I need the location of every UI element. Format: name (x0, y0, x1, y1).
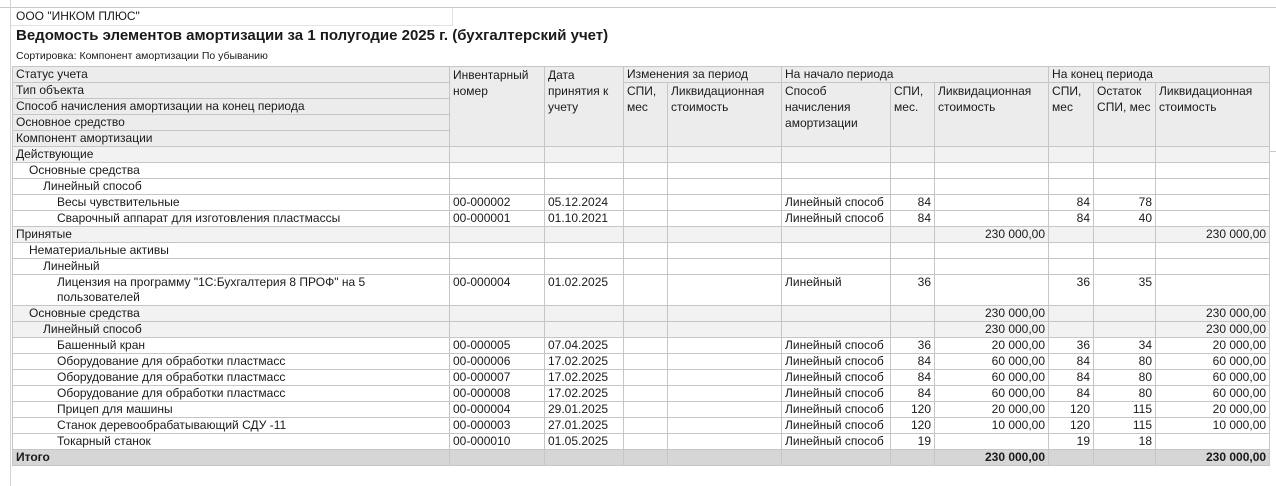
cell-spi-end (1049, 259, 1094, 275)
table-row[interactable] (13, 370, 1270, 386)
total-liq-start: 230 000,00 (935, 450, 1049, 466)
cell-spi-end: 120 (1049, 402, 1094, 418)
header-end-spi[interactable]: СПИ, мес (1049, 83, 1094, 147)
cell-date (545, 147, 624, 163)
cell-method: Линейный (782, 275, 891, 306)
cell-change-liquidation (668, 322, 782, 338)
cell-spi-end: 84 (1049, 370, 1094, 386)
header-status[interactable]: Статус учета (13, 67, 450, 83)
cell-remain: 80 (1094, 386, 1156, 402)
cell-change-spi (624, 227, 668, 243)
table-row[interactable] (13, 338, 1270, 354)
cell-name: Оборудование для обработки пластмасс (13, 354, 450, 370)
cell-date (545, 243, 624, 259)
cell-date: 07.04.2025 (545, 338, 624, 354)
cell-inventory (450, 322, 545, 338)
cell-change-spi (624, 338, 668, 354)
cell-change-spi (624, 418, 668, 434)
cell-change-spi (624, 434, 668, 450)
cell-change-liquidation (668, 211, 782, 227)
table-row[interactable] (13, 195, 1270, 211)
cell-remain (1094, 227, 1156, 243)
cell-spi-start: 84 (891, 370, 935, 386)
header-changes-spi[interactable]: СПИ, мес (624, 83, 668, 147)
cell-liq-end (1156, 275, 1270, 306)
cell-liq-end: 230 000,00 (1156, 227, 1270, 243)
cell-date: 01.05.2025 (545, 434, 624, 450)
total-liq-end: 230 000,00 (1156, 450, 1270, 466)
cell-liq-end: 60 000,00 (1156, 370, 1270, 386)
cell-inventory: 00-000007 (450, 370, 545, 386)
cell-method: Линейный способ (782, 195, 891, 211)
table-row[interactable] (13, 306, 1270, 322)
cell-liq-start: 230 000,00 (935, 306, 1049, 322)
cell-date (545, 322, 624, 338)
cell-liq-start (935, 434, 1049, 450)
cell-name: Принятые (13, 227, 450, 243)
cell-date (545, 179, 624, 195)
cell-change-spi (624, 259, 668, 275)
cell-liq-end: 230 000,00 (1156, 306, 1270, 322)
cell-spi-end (1049, 179, 1094, 195)
cell-inventory: 00-000004 (450, 402, 545, 418)
cell-spi-start (891, 163, 935, 179)
cell-name: Линейный (13, 259, 450, 275)
right-rule (1269, 151, 1276, 152)
cell-change-spi (624, 386, 668, 402)
cell-liq-end (1156, 259, 1270, 275)
cell-method (782, 147, 891, 163)
cell-spi-end: 84 (1049, 354, 1094, 370)
cell-inventory: 00-000002 (450, 195, 545, 211)
cell-inventory (450, 163, 545, 179)
cell-name: Оборудование для обработки пластмасс (13, 370, 450, 386)
cell-spi-start (891, 243, 935, 259)
cell-liq-end (1156, 211, 1270, 227)
cell-inventory (450, 259, 545, 275)
cell-change-liquidation (668, 306, 782, 322)
cell-liq-start (935, 147, 1049, 163)
cell-change-liquidation (668, 418, 782, 434)
cell-liq-start (935, 211, 1049, 227)
cell-spi-start: 120 (891, 418, 935, 434)
table-row[interactable] (13, 227, 1270, 243)
cell-change-spi (624, 163, 668, 179)
cell-method (782, 179, 891, 195)
cell-change-spi (624, 195, 668, 211)
table-row[interactable] (13, 402, 1270, 418)
cell-liq-start (935, 179, 1049, 195)
cell-date (545, 306, 624, 322)
cell-change-liquidation (668, 386, 782, 402)
cell-inventory: 00-000003 (450, 418, 545, 434)
cell-spi-end (1049, 322, 1094, 338)
cell-name: Лицензия на программу "1С:Бухгалтерия 8 ПРОФ" на 5 пользователей (13, 275, 450, 306)
cell-liq-end (1156, 147, 1270, 163)
header-changes-liquidation[interactable]: Ликвидационная стоимость (668, 83, 782, 147)
cell-liq-start: 230 000,00 (935, 227, 1049, 243)
cell-inventory (450, 306, 545, 322)
cell-spi-start: 84 (891, 195, 935, 211)
header-start[interactable]: На начало периода (782, 67, 1049, 83)
cell-liq-end (1156, 434, 1270, 450)
cell-inventory: 00-000004 (450, 275, 545, 306)
cell-change-spi (624, 306, 668, 322)
cell-liq-start (935, 243, 1049, 259)
cell-change-liquidation (668, 227, 782, 243)
cell-spi-end (1049, 227, 1094, 243)
cell-remain: 115 (1094, 402, 1156, 418)
header-start-method[interactable]: Способ начисления амортизации (782, 83, 891, 147)
cell-inventory: 00-000008 (450, 386, 545, 402)
table-row[interactable] (13, 434, 1270, 450)
cell-remain (1094, 259, 1156, 275)
org-underline (11, 25, 452, 26)
cell-spi-start: 19 (891, 434, 935, 450)
cell-method: Линейный способ (782, 338, 891, 354)
cell-date: 05.12.2024 (545, 195, 624, 211)
cell-date: 17.02.2025 (545, 354, 624, 370)
cell-date: 01.10.2021 (545, 211, 624, 227)
cell-remain (1094, 163, 1156, 179)
cell-change-spi (624, 211, 668, 227)
cell-spi-end: 84 (1049, 386, 1094, 402)
org-cell-border (452, 8, 453, 26)
sorting-label: Сортировка: Компонент амортизации По убыванию (16, 50, 268, 62)
cell-method (782, 163, 891, 179)
cell-inventory: 00-000006 (450, 354, 545, 370)
cell-inventory: 00-000001 (450, 211, 545, 227)
cell-change-spi (624, 322, 668, 338)
cell-spi-start (891, 179, 935, 195)
cell-date: 01.02.2025 (545, 275, 624, 306)
cell-name: Основные средства (13, 306, 450, 322)
report-title: Ведомость элементов амортизации за 1 полугодие 2025 г. (бухгалтерский учет) (16, 27, 609, 44)
cell-spi-end: 36 (1049, 338, 1094, 354)
cell-change-liquidation (668, 275, 782, 306)
table-row[interactable] (13, 179, 1270, 195)
cell-method (782, 227, 891, 243)
cell-remain (1094, 243, 1156, 259)
cell-liq-end: 10 000,00 (1156, 418, 1270, 434)
cell-change-spi (624, 147, 668, 163)
cell-change-liquidation (668, 243, 782, 259)
cell-change-liquidation (668, 195, 782, 211)
left-rule (10, 0, 11, 486)
cell-liq-end (1156, 243, 1270, 259)
cell-liq-end (1156, 163, 1270, 179)
cell-change-spi (624, 179, 668, 195)
cell-spi-start: 84 (891, 354, 935, 370)
cell-name: Станок деревообрабатывающий СДУ -11 (13, 418, 450, 434)
cell-spi-end (1049, 306, 1094, 322)
cell-liq-end (1156, 195, 1270, 211)
cell-remain: 115 (1094, 418, 1156, 434)
cell-method: Линейный способ (782, 211, 891, 227)
cell-spi-start: 84 (891, 386, 935, 402)
cell-change-liquidation (668, 434, 782, 450)
header-end-remain[interactable]: Остаток СПИ, мес (1094, 83, 1156, 147)
cell-spi-start: 36 (891, 338, 935, 354)
table-body (13, 147, 1270, 450)
cell-spi-end (1049, 243, 1094, 259)
table-row[interactable] (13, 163, 1270, 179)
cell-name: Линейный способ (13, 322, 450, 338)
cell-change-spi (624, 354, 668, 370)
cell-liq-end (1156, 179, 1270, 195)
top-rule (0, 7, 1276, 8)
cell-liq-end: 60 000,00 (1156, 354, 1270, 370)
cell-spi-end: 120 (1049, 418, 1094, 434)
cell-remain: 78 (1094, 195, 1156, 211)
cell-liq-start: 10 000,00 (935, 418, 1049, 434)
cell-inventory (450, 243, 545, 259)
table-row[interactable] (13, 275, 1270, 306)
cell-date (545, 227, 624, 243)
cell-liq-start: 60 000,00 (935, 370, 1049, 386)
cell-spi-start: 84 (891, 211, 935, 227)
cell-liq-start: 20 000,00 (935, 338, 1049, 354)
cell-spi-start (891, 306, 935, 322)
cell-method: Линейный способ (782, 402, 891, 418)
cell-remain: 35 (1094, 275, 1156, 306)
cell-remain: 18 (1094, 434, 1156, 450)
cell-name: Основные средства (13, 163, 450, 179)
table-row[interactable] (13, 418, 1270, 434)
cell-name: Башенный кран (13, 338, 450, 354)
organization-name: ООО "ИНКОМ ПЛЮС" (16, 9, 140, 23)
cell-inventory: 00-000010 (450, 434, 545, 450)
cell-spi-start (891, 322, 935, 338)
cell-date: 17.02.2025 (545, 370, 624, 386)
cell-name: Нематериальные активы (13, 243, 450, 259)
cell-method: Линейный способ (782, 418, 891, 434)
table-row[interactable] (13, 147, 1270, 163)
cell-liq-start: 60 000,00 (935, 354, 1049, 370)
header-changes[interactable]: Изменения за период (624, 67, 782, 83)
cell-remain: 80 (1094, 354, 1156, 370)
header-component[interactable]: Компонент амортизации (13, 131, 450, 147)
cell-change-liquidation (668, 179, 782, 195)
cell-liq-start (935, 163, 1049, 179)
cell-change-liquidation (668, 259, 782, 275)
cell-change-liquidation (668, 163, 782, 179)
cell-method (782, 322, 891, 338)
table-row[interactable] (13, 259, 1270, 275)
cell-date: 17.02.2025 (545, 386, 624, 402)
table-row[interactable] (13, 386, 1270, 402)
cell-liq-end: 230 000,00 (1156, 322, 1270, 338)
cell-change-liquidation (668, 147, 782, 163)
cell-name: Весы чувствительные (13, 195, 450, 211)
cell-change-spi (624, 402, 668, 418)
cell-date (545, 259, 624, 275)
total-label: Итого (13, 450, 450, 466)
cell-change-spi (624, 370, 668, 386)
cell-remain: 40 (1094, 211, 1156, 227)
cell-liq-start (935, 195, 1049, 211)
cell-liq-start (935, 275, 1049, 306)
cell-liq-end: 60 000,00 (1156, 386, 1270, 402)
cell-spi-end (1049, 163, 1094, 179)
cell-method: Линейный способ (782, 370, 891, 386)
cell-remain (1094, 179, 1156, 195)
cell-method: Линейный способ (782, 386, 891, 402)
header-asset[interactable]: Основное средство (13, 115, 450, 131)
cell-liq-start: 230 000,00 (935, 322, 1049, 338)
cell-remain (1094, 322, 1156, 338)
cell-method: Линейный способ (782, 434, 891, 450)
cell-liq-end: 20 000,00 (1156, 338, 1270, 354)
cell-method: Линейный способ (782, 354, 891, 370)
cell-remain (1094, 306, 1156, 322)
cell-inventory: 00-000005 (450, 338, 545, 354)
table-header (13, 67, 1270, 147)
cell-date (545, 163, 624, 179)
cell-spi-start: 36 (891, 275, 935, 306)
cell-name: Линейный способ (13, 179, 450, 195)
cell-change-liquidation (668, 338, 782, 354)
cell-spi-start (891, 259, 935, 275)
cell-inventory (450, 227, 545, 243)
cell-spi-start (891, 147, 935, 163)
cell-spi-end: 84 (1049, 195, 1094, 211)
table-row[interactable] (13, 322, 1270, 338)
cell-spi-start (891, 227, 935, 243)
cell-method (782, 306, 891, 322)
cell-name: Токарный станок (13, 434, 450, 450)
cell-liq-start (935, 259, 1049, 275)
header-end[interactable]: На конец периода (1049, 67, 1270, 83)
header-object-type[interactable]: Тип объекта (13, 83, 450, 99)
header-method[interactable]: Способ начисления амортизации на конец периода (13, 99, 450, 115)
cell-method (782, 259, 891, 275)
cell-remain (1094, 147, 1156, 163)
cell-spi-end: 84 (1049, 211, 1094, 227)
cell-liq-start: 20 000,00 (935, 402, 1049, 418)
cell-name: Оборудование для обработки пластмасс (13, 386, 450, 402)
cell-change-liquidation (668, 402, 782, 418)
header-inventory[interactable]: Инвентарный номер (450, 67, 545, 147)
cell-method (782, 243, 891, 259)
header-end-liquidation[interactable]: Ликвидационная стоимость (1156, 83, 1270, 147)
cell-name: Действующие (13, 147, 450, 163)
cell-inventory (450, 147, 545, 163)
cell-change-spi (624, 243, 668, 259)
cell-date: 29.01.2025 (545, 402, 624, 418)
cell-spi-end (1049, 147, 1094, 163)
table-row[interactable] (13, 354, 1270, 370)
cell-remain: 80 (1094, 370, 1156, 386)
cell-change-spi (624, 275, 668, 306)
cell-name: Прицеп для машины (13, 402, 450, 418)
cell-name: Сварочный аппарат для изготовления пластмассы (13, 211, 450, 227)
cell-date: 27.01.2025 (545, 418, 624, 434)
cell-change-liquidation (668, 370, 782, 386)
cell-spi-start: 120 (891, 402, 935, 418)
cell-inventory (450, 179, 545, 195)
cell-spi-end: 36 (1049, 275, 1094, 306)
header-date[interactable]: Дата принятия к учету (545, 67, 624, 147)
header-start-liquidation[interactable]: Ликвидационная стоимость (935, 83, 1049, 147)
table-row[interactable] (13, 211, 1270, 227)
cell-change-liquidation (668, 354, 782, 370)
report-table (12, 66, 1270, 466)
total-row (13, 450, 1270, 466)
table-row[interactable] (13, 243, 1270, 259)
cell-liq-start: 60 000,00 (935, 386, 1049, 402)
cell-spi-end: 19 (1049, 434, 1094, 450)
cell-liq-end: 20 000,00 (1156, 402, 1270, 418)
header-start-spi[interactable]: СПИ, мес. (891, 83, 935, 147)
cell-remain: 34 (1094, 338, 1156, 354)
